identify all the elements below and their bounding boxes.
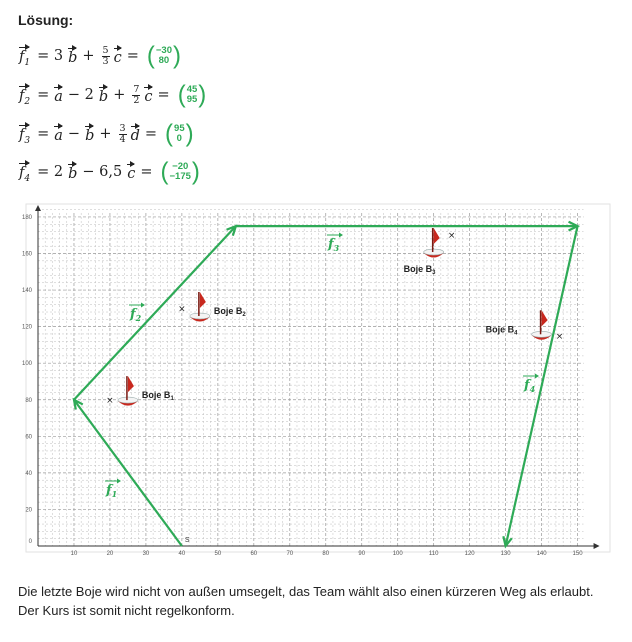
x-tick-label: 110 [428,551,439,557]
equation-1: $f_1$ = 3 b + $\frac{5}{3}$ c = ( −30 80 ) [19,41,181,70]
origin-label: 0 [28,539,32,545]
vector-term: a [54,124,63,144]
y-tick-label: 140 [21,288,32,295]
y-tick-label: 120 [21,324,32,331]
buoy-label-2: Boje $B_2$ [213,306,246,319]
result-vector: ( 95 0 ) [165,119,194,148]
vector-term: a [54,85,63,105]
x-tick-label: 150 [572,551,583,557]
fraction: $\frac{7}{2}$ [133,83,140,106]
vector-term: d [131,124,140,144]
equation-3: $f_3$ = a − b + $\frac{3}{4}$ d = ( 95 0 ) [19,119,194,148]
vector-term: b [68,162,77,182]
y-tick-label: 160 [21,251,32,258]
equation-4: $f_4$ = 2 b − 6,5 c = ( −20 −175 ) [19,157,200,186]
buoy-deck [532,331,552,337]
vector-term: b [68,46,77,66]
vector-term: c [114,46,122,66]
x-tick-label: 20 [106,551,114,557]
vector-lhs: $f_4$ [19,161,30,184]
route-label-1: $f_1$ [106,483,118,499]
solution-heading: Lösung: [18,12,74,28]
y-tick-label: 20 [25,507,32,514]
x-tick-label: 50 [214,551,222,557]
x-tick-label: 60 [250,551,258,557]
buoy-deck [118,397,138,403]
route-label-3: $f_3$ [328,237,340,253]
vector-term: b [99,85,108,105]
x-tick-label: 130 [500,551,511,557]
buoy-marker: × [106,395,114,406]
route-label-2: $f_2$ [130,307,142,323]
buoy-marker: × [447,231,456,242]
x-tick-label: 40 [178,551,186,557]
y-tick-label: 60 [25,434,32,441]
result-vector: ( −30 80 ) [146,41,181,70]
x-tick-label: 70 [286,551,294,557]
vector-term: c [144,85,152,105]
x-tick-label: 30 [142,551,150,557]
result-vector: ( 45 95 ) [177,80,207,109]
fraction: $\frac{5}{3}$ [102,44,109,67]
start-label: S [184,537,190,544]
buoy-marker: × [555,331,564,342]
route-chart [10,196,618,566]
route-label-4: $f_4$ [524,378,536,394]
buoy-deck [424,249,444,255]
buoy-label-1: Boje $B_1$ [141,390,174,403]
conclusion [18,582,593,620]
y-tick-label: 40 [25,470,32,477]
vector-term: b [85,124,94,144]
x-tick-label: 120 [464,551,475,557]
x-tick-label: 100 [392,551,403,557]
fraction: $\frac{3}{4}$ [119,122,126,145]
y-tick-label: 100 [21,361,32,368]
y-tick-label: 180 [21,214,32,221]
x-tick-label: 80 [322,551,330,557]
vector-lhs: $f_1$ [19,45,30,68]
x-tick-label: 140 [536,551,547,557]
x-tick-label: 90 [358,551,366,557]
conclusion-line-1: Die letzte Boje wird nicht von außen umsegelt, das Team wählt also einen kürzeren Weg als erlaubt. [18,584,594,599]
vector-term: c [127,162,135,182]
result-vector: ( −20 −175 ) [160,157,200,186]
y-tick-label: 80 [25,397,32,404]
vector-lhs: $f_3$ [19,123,30,146]
conclusion-line-2: Der Kurs ist somit nicht regelkonform. [18,603,235,618]
buoy-label-4: Boje $B_4$ [485,324,518,337]
buoy-label-3: Boje $B_3$ [403,264,436,277]
equation-2: $f_2$ = a − 2 b + $\frac{7}{2}$ c = ( 45 95 ) [19,80,207,109]
x-tick-label: 10 [70,551,78,557]
vector-lhs: $f_2$ [19,84,30,107]
buoy-marker: × [178,304,186,315]
buoy-deck [190,313,210,319]
